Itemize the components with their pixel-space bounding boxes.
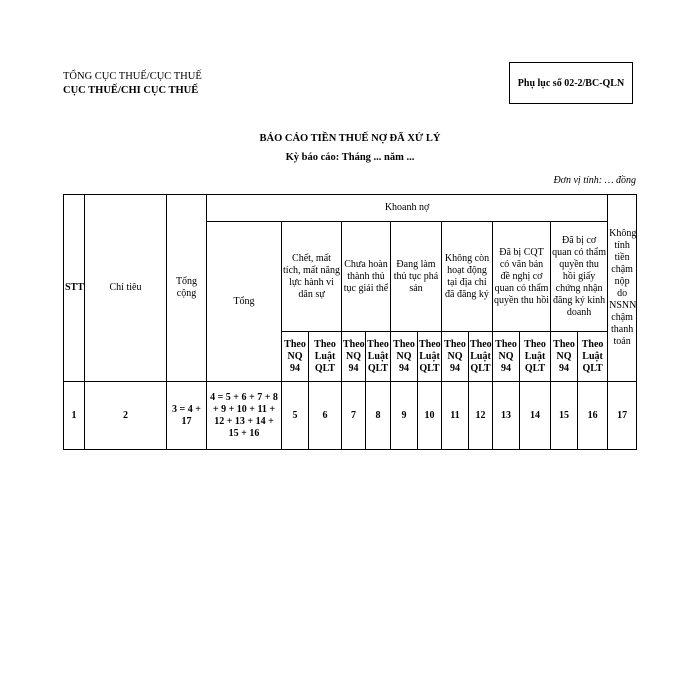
sub-header-nq: Theo NQ 94 (342, 332, 366, 382)
sub-header-nq: Theo NQ 94 (493, 332, 520, 382)
org-line-2: CỤC THUẾ/CHI CỤC THUẾ (63, 85, 199, 96)
organization-header (63, 70, 202, 98)
index-cell: 12 (469, 382, 493, 450)
index-cell: 14 (520, 382, 551, 450)
group-header: Chết, mất tích, mất năng lực hành vi dân sự (282, 222, 342, 332)
sub-header-nq: Theo NQ 94 (282, 332, 309, 382)
col-khoanh-no: Khoanh nợ (207, 195, 608, 222)
index-cell: 16 (578, 382, 608, 450)
report-table (63, 194, 637, 450)
org-line-1: TỔNG CỤC THUẾ/CỤC THUẾ (63, 71, 202, 82)
index-cell: 9 (391, 382, 418, 450)
report-period: Kỳ báo cáo: Tháng ... năm ... (285, 152, 415, 163)
group-header: Đã bị CQT có văn bản đề nghị cơ quan có thẩm quyền thu hồi (493, 222, 551, 332)
index-cell: 8 (366, 382, 391, 450)
sub-header-nq: Theo NQ 94 (391, 332, 418, 382)
index-cell: 10 (418, 382, 442, 450)
sub-header-qlt: Theo Luật QLT (469, 332, 493, 382)
sub-header-qlt: Theo Luật QLT (309, 332, 342, 382)
group-header: Không còn hoạt động tại địa chỉ đã đăng ký (442, 222, 493, 332)
index-cell: 17 (608, 382, 637, 450)
col-last: Không tính tiền chậm nộp do NSNN chậm thanh toán (608, 195, 637, 382)
header-row-1 (64, 195, 637, 222)
index-cell: 2 (85, 382, 167, 450)
group-header: Chưa hoàn thành thủ tục giải thể (342, 222, 391, 332)
index-row (64, 382, 637, 450)
index-cell: 5 (282, 382, 309, 450)
col-tong: Tổng (207, 222, 282, 382)
index-cell: 13 (493, 382, 520, 450)
sub-header-nq: Theo NQ 94 (551, 332, 578, 382)
index-cell: 6 (309, 382, 342, 450)
appendix-box: Phụ lục số 02-2/BC-QLN (509, 62, 633, 104)
index-cell: 4 = 5 + 6 + 7 + 8 + 9 + 10 + 11 + 12 + 13 + 14 + 15 + 16 (207, 382, 282, 450)
index-cell: 11 (442, 382, 469, 450)
unit-label: Đơn vị tính: … đồng (553, 175, 636, 186)
index-cell: 3 = 4 + 17 (167, 382, 207, 450)
sub-header-qlt: Theo Luật QLT (418, 332, 442, 382)
index-cell: 15 (551, 382, 578, 450)
index-cell: 1 (64, 382, 85, 450)
sub-header-qlt: Theo Luật QLT (578, 332, 608, 382)
col-stt: STT (64, 195, 85, 382)
group-header: Đã bị cơ quan có thẩm quyền thu hồi giấy chứng nhận đăng ký kinh doanh (551, 222, 608, 332)
col-tong-cong: Tổng cộng (167, 195, 207, 382)
sub-header-qlt: Theo Luật QLT (366, 332, 391, 382)
index-cell: 7 (342, 382, 366, 450)
group-header: Đang làm thủ tục phá sản (391, 222, 442, 332)
col-chi-tieu: Chỉ tiêu (85, 195, 167, 382)
report-title: BÁO CÁO TIỀN THUẾ NỢ ĐÃ XỬ LÝ (259, 133, 441, 144)
sub-header-qlt: Theo Luật QLT (520, 332, 551, 382)
sub-header-nq: Theo NQ 94 (442, 332, 469, 382)
